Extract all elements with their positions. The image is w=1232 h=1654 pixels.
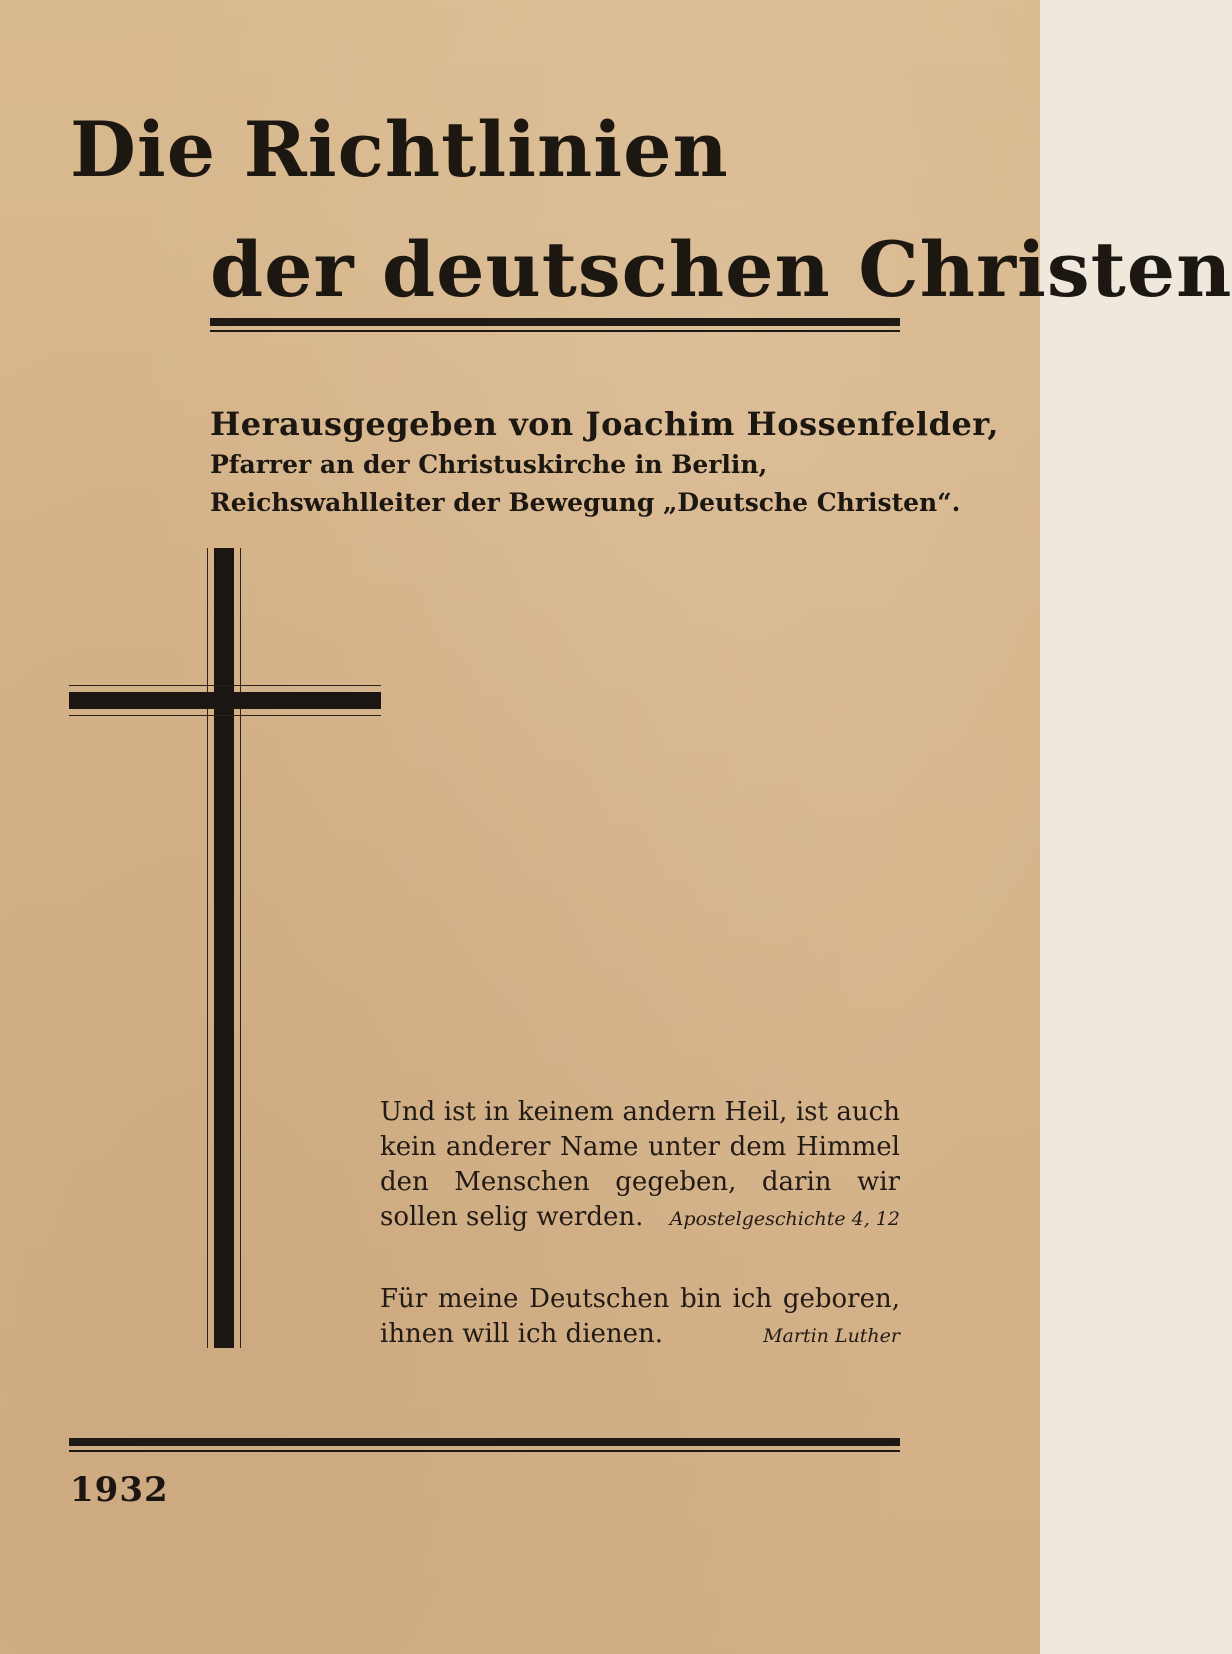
scripture-quote-source: Apostelgeschichte 4, 12 xyxy=(669,1208,900,1230)
bottom-rule-thick xyxy=(69,1438,900,1446)
title-rule-thin xyxy=(210,330,900,332)
cross-vertical-beam xyxy=(214,548,234,1348)
title-line-1: Die Richtlinien xyxy=(70,105,729,194)
scripture-quote-text: Und ist in keinem andern Heil, ist auch kein anderer Name unter dem Himmel den Menschen gegeben, darin wir sollen selig werden. xyxy=(380,1097,900,1232)
title-rule-thick xyxy=(210,318,900,326)
publisher-role-2: Reichswahlleiter der Bewegung „Deutsche Christen“. xyxy=(210,488,961,517)
cross-horizontal-outline-top xyxy=(69,685,381,686)
luther-quote-text: Für meine Deutschen bin ich geboren, ihnen will ich dienen. xyxy=(380,1284,900,1349)
cross-vertical-outline-left xyxy=(207,548,208,1348)
cross-horizontal-outline-bottom xyxy=(69,715,381,716)
luther-quote-source: Martin Luther xyxy=(763,1325,900,1347)
publisher-line: Herausgegeben von Joachim Hossenfelder, xyxy=(210,405,999,443)
title-line-2: der deutschen Christen xyxy=(210,225,1232,314)
cross-horizontal-beam xyxy=(69,692,381,709)
cross-vertical-outline-right xyxy=(240,548,241,1348)
scripture-quote xyxy=(380,1095,900,1237)
publication-year: 1932 xyxy=(70,1470,169,1510)
bottom-rule-thin xyxy=(69,1450,900,1452)
publisher-role-1: Pfarrer an der Christuskirche in Berlin, xyxy=(210,450,768,479)
luther-quote xyxy=(380,1282,900,1354)
